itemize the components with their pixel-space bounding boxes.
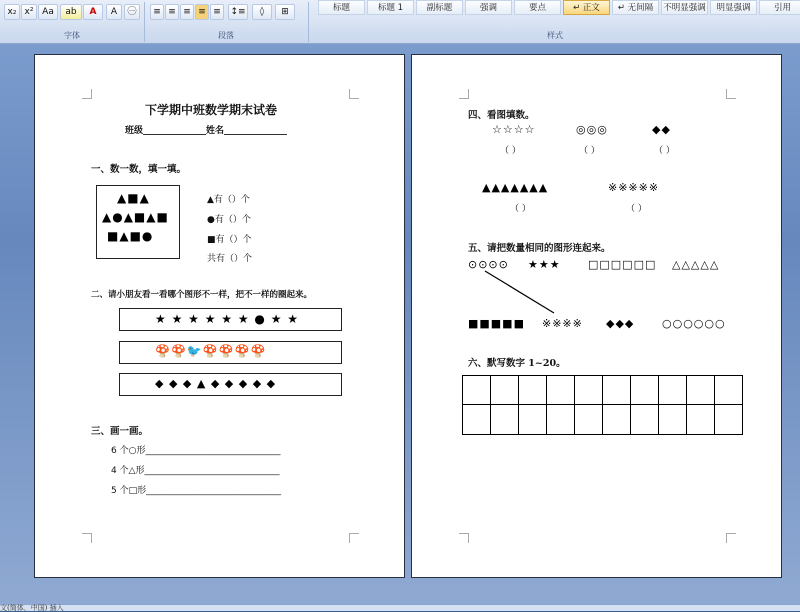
font-color-button[interactable]: A (83, 4, 103, 20)
odd-one-row-3: ◆ ◆ ◆ ▲ ◆ ◆ ◆ ◆ ◆ (155, 377, 277, 390)
draw-line-3: 5 个□形______________________________ (111, 486, 282, 496)
style-item[interactable]: 副标题 (416, 0, 463, 15)
draw-line-1: 6 个○形______________________________ (111, 446, 281, 456)
blank-3[interactable]: （ ） (654, 146, 675, 156)
writing-grid[interactable] (462, 375, 743, 435)
grid-cell[interactable] (659, 376, 687, 405)
grid-cell[interactable] (463, 376, 491, 405)
grid-cell[interactable] (575, 376, 603, 405)
section-5-title: 五、请把数量相同的图形连起来。 (468, 243, 611, 254)
shape-row-2: ▲●▲■▲■ (102, 210, 169, 224)
distribute-button[interactable]: ≡ (210, 4, 224, 20)
grid-cell[interactable] (491, 376, 519, 405)
match-line (482, 269, 562, 315)
style-item[interactable]: 引用 (759, 0, 800, 15)
class-name-fields: 班级______________姓名______________ (125, 126, 288, 136)
grid-cell[interactable] (659, 405, 687, 434)
change-case-button[interactable]: Aa (38, 4, 58, 20)
grid-cell[interactable] (687, 405, 715, 434)
superscript-button[interactable]: x² (21, 4, 37, 20)
char-shading-button[interactable]: A (106, 4, 122, 20)
highlight-button[interactable]: ab (60, 4, 82, 20)
align-left-button[interactable]: ≡ (150, 4, 164, 20)
style-item[interactable]: ↵ 正文 (563, 0, 610, 15)
shape-row-3: ■▲■● (107, 229, 154, 243)
exam-title: 下学期中班数学期末试卷 (145, 103, 278, 117)
match-top-3: □□□□□□ (588, 258, 657, 271)
match-bottom-4: ○○○○○○ (662, 317, 726, 330)
status-bar: 文(简体，中国) 插入 (0, 604, 800, 611)
grid-cell[interactable] (519, 376, 547, 405)
grid-cell[interactable] (603, 376, 631, 405)
align-right-button[interactable]: ≡ (180, 4, 194, 20)
blank-4[interactable]: （ ） (510, 204, 531, 214)
match-top-1: ⊙⊙⊙⊙ (468, 258, 509, 271)
grid-cell[interactable] (631, 376, 659, 405)
style-item[interactable]: 标题 1 (367, 0, 414, 15)
page-2[interactable] (411, 54, 782, 578)
subscript-button[interactable]: x₂ (4, 4, 20, 20)
style-item[interactable]: 标题 (318, 0, 365, 15)
count-asterisks: ※※※※※ (608, 181, 660, 194)
match-bottom-2: ※※※※ (542, 317, 583, 330)
style-item[interactable]: ↵ 无间隔 (612, 0, 659, 15)
grid-cell[interactable] (491, 405, 519, 434)
grid-cell[interactable] (631, 405, 659, 434)
match-top-4: △△△△△ (672, 258, 720, 271)
grid-cell[interactable] (575, 405, 603, 434)
odd-one-row-1: ★ ★ ★ ★ ★ ★ ● ★ ★ (155, 312, 300, 326)
shading-button[interactable]: ◊ (252, 4, 272, 20)
separator (144, 2, 145, 42)
ribbon (0, 0, 800, 44)
style-item[interactable]: 不明显强调 (661, 0, 708, 15)
style-item[interactable]: 明显强调 (710, 0, 757, 15)
section-1-title: 一、数一数，填一填。 (91, 164, 187, 175)
blank-2[interactable]: （ ） (579, 146, 600, 156)
style-item[interactable]: 要点 (514, 0, 561, 15)
justify-button[interactable]: ≡ (195, 4, 209, 20)
separator (308, 2, 309, 42)
paragraph-group-title: 段落 (218, 31, 234, 40)
grid-cell[interactable] (715, 376, 743, 405)
enclose-char-button[interactable]: ㊀ (124, 4, 140, 20)
section-3-title: 三、画一画。 (91, 426, 149, 437)
section-2-title: 二、请小朋友看一看哪个图形不一样，把不一样的圈起来。 (91, 290, 313, 300)
answer-total: 共有（）个 (207, 254, 253, 264)
count-rings: ◎◎◎ (576, 123, 608, 136)
match-bottom-3: ◆◆◆ (606, 317, 635, 330)
grid-cell[interactable] (547, 405, 575, 434)
answer-circle: ●有（）个 (207, 215, 251, 225)
borders-button[interactable]: ⊞ (275, 4, 295, 20)
grid-cell[interactable] (547, 376, 575, 405)
style-item[interactable]: 强调 (465, 0, 512, 15)
section-6-title: 六、默写数字 1~20。 (468, 358, 566, 369)
grid-cell[interactable] (519, 405, 547, 434)
match-bottom-1: ■■■■■ (468, 317, 525, 330)
odd-one-row-2: 🍄🍄🐦🍄🍄🍄🍄 (155, 344, 267, 358)
count-triangles: ▲▲▲▲▲▲▲ (482, 181, 549, 194)
grid-cell[interactable] (463, 405, 491, 434)
document-workspace[interactable] (0, 44, 800, 604)
count-diamonds: ◆◆ (652, 123, 671, 136)
font-group-title: 字体 (64, 31, 80, 40)
answer-triangle: ▲有（）个 (207, 195, 250, 205)
align-center-button[interactable]: ≡ (165, 4, 179, 20)
section-4-title: 四、看图填数。 (468, 110, 535, 121)
answer-square: ■有（）个 (207, 235, 252, 245)
grid-cell[interactable] (687, 376, 715, 405)
blank-5[interactable]: （ ） (626, 204, 647, 214)
match-top-2: ★★★ (528, 258, 561, 271)
page-1[interactable] (34, 54, 405, 578)
grid-cell[interactable] (603, 405, 631, 434)
line-spacing-button[interactable]: ↕≡ (228, 4, 248, 20)
draw-line-2: 4 个△形______________________________ (111, 466, 280, 476)
blank-1[interactable]: （ ） (500, 146, 521, 156)
shape-row-1: ▲■▲ (117, 191, 150, 205)
styles-group-title: 样式 (547, 31, 563, 40)
count-stars: ☆☆☆☆ (492, 123, 536, 136)
grid-cell[interactable] (715, 405, 743, 434)
